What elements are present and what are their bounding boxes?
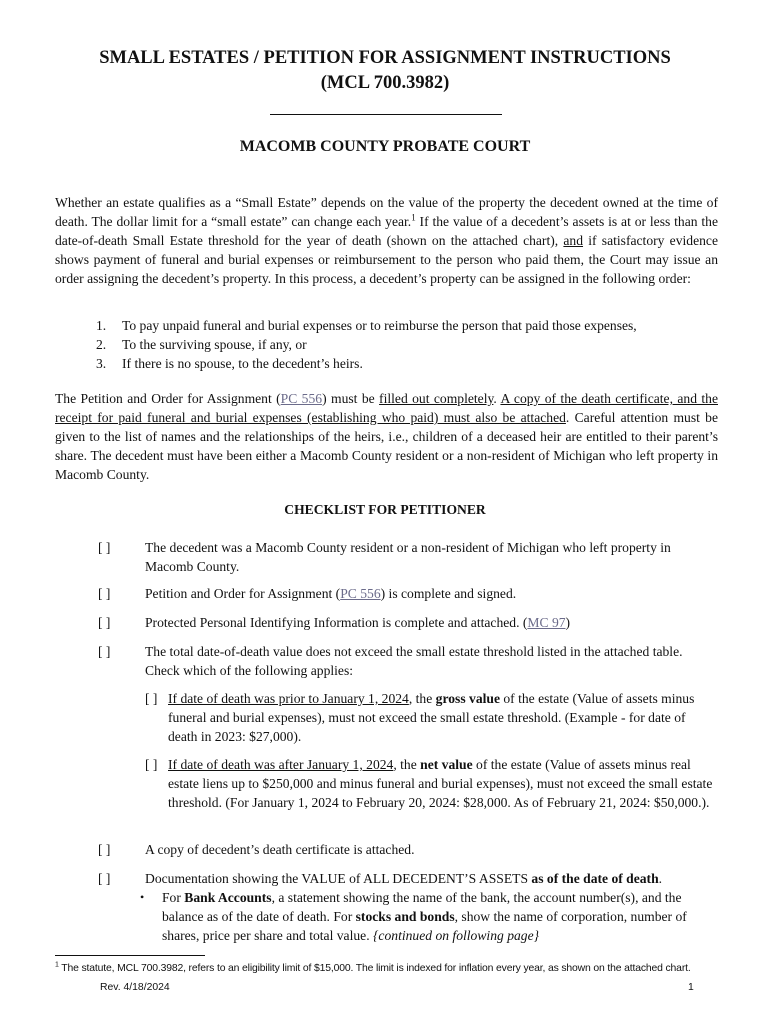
- intro-and: and: [563, 233, 584, 248]
- checklist-item-asset-documentation: [98, 869, 718, 888]
- list-number: 1.: [96, 318, 107, 333]
- document-title: [0, 46, 770, 96]
- checklist-text: [145, 584, 718, 603]
- intro-text-c: if satisfactory evidence shows payment of funeral and burial expenses or reimbursement to the person who paid them, the Court may issue an order assigning the decedent’s property. In this process, a decedent’s property can be assigned in the following order:: [55, 233, 718, 286]
- continued-note: {continued on following page}: [373, 928, 540, 943]
- checklist-item-death-certificate: [98, 840, 718, 859]
- footnote: [55, 962, 735, 976]
- checklist-text-a: Documentation showing the VALUE of ALL DECEDENT’S ASSETS: [145, 871, 532, 886]
- footnote-number: 1: [55, 961, 59, 969]
- list-text: If there is no spouse, to the decedent’s heirs.: [122, 356, 363, 371]
- option-bold: gross value: [435, 691, 500, 706]
- title-line-2: (MCL 700.3982): [320, 73, 450, 93]
- threshold-option-after-2024: [145, 755, 715, 812]
- footnote-divider: [55, 955, 205, 956]
- checkbox[interactable]: [ ]: [98, 644, 111, 659]
- petition-text-b: ) must be: [322, 391, 380, 406]
- checklist-text-c: .: [658, 871, 663, 886]
- option-text-a: , the: [408, 691, 436, 706]
- checkbox[interactable]: [ ]: [98, 842, 111, 857]
- threshold-option-before-2024: [145, 689, 715, 746]
- checklist-title: CHECKLIST FOR PETITIONER: [284, 502, 486, 517]
- checklist-text-bold: as of the date of death: [531, 871, 659, 886]
- checklist-text: [145, 869, 718, 888]
- petition-paragraph: [55, 389, 718, 484]
- bullet-text-e: , show the name of corporation, number of shares, price per share and total value.: [162, 909, 687, 943]
- intro-text-b: If the value of a decedent’s assets is at or less than the date-of-death Small Estate threshold for the year of death (shown on the attached chart),: [55, 214, 718, 248]
- bullet-bold-b: stocks and bonds: [355, 909, 455, 924]
- footnote-ref: 1: [411, 212, 416, 223]
- checkbox[interactable]: [ ]: [145, 757, 158, 772]
- court-name: MACOMB COUNTY PROBATE COURT: [239, 138, 531, 155]
- assignment-order-list: [96, 316, 716, 373]
- checklist-item-residency: [98, 538, 718, 576]
- checklist-text-a: Petition and Order for Assignment (: [145, 586, 341, 601]
- option-text-a: , the: [393, 757, 421, 772]
- checkbox[interactable]: [ ]: [145, 691, 158, 706]
- checklist-text: The decedent was a Macomb County resident or a non-resident of Michigan who left property in Macomb County.: [145, 540, 671, 574]
- title-divider: [270, 114, 502, 115]
- list-text: To pay unpaid funeral and burial expenses or to reimburse the person that paid those expenses,: [122, 318, 637, 333]
- list-number: 2.: [96, 337, 107, 352]
- attachment-requirement: A copy of the death certificate, and the receipt for paid funeral and burial expenses (establishing who paid) must also be attached: [55, 391, 718, 425]
- checklist-text: The total date-of-death value does not exceed the small estate threshold listed in the attached table. Check which of the following applies:: [145, 644, 683, 678]
- checkbox[interactable]: [ ]: [98, 615, 111, 630]
- checklist-text-b: ): [565, 615, 571, 630]
- list-item: [96, 335, 716, 354]
- option-text: [168, 755, 715, 812]
- footnote-text: The statute, MCL 700.3982, refers to an eligibility limit of $15,000. The limit is indexed for inflation every year, as shown on the attached chart.: [58, 963, 691, 974]
- checklist-text: A copy of decedent’s death certificate is attached.: [145, 842, 415, 857]
- bank-accounts-bullet: [140, 888, 718, 945]
- checklist-text: [145, 613, 718, 632]
- checklist-item-ppii: [98, 613, 718, 632]
- checkbox[interactable]: [ ]: [98, 586, 111, 601]
- list-number: 3.: [96, 356, 107, 371]
- petition-text-d: . Careful attention must be given to the list of names and the relationships of the heirs, i.e., children of a deceased heir are entitled to their parent’s share. The decedent must have been either a Macomb County resident or a non-resident of Michigan who left property in Macomb County.: [55, 410, 718, 482]
- filled-out-completely: filled out completely: [379, 391, 494, 406]
- page-number: 1: [688, 982, 694, 993]
- bullet-text-a: For: [162, 890, 185, 905]
- option-date: If date of death was prior to January 1, 2024: [168, 691, 409, 706]
- checkbox[interactable]: [ ]: [98, 540, 111, 555]
- petition-text-a: The Petition and Order for Assignment (: [55, 391, 281, 406]
- intro-paragraph: [55, 193, 718, 288]
- title-line-1: SMALL ESTATES / PETITION FOR ASSIGNMENT INSTRUCTIONS: [99, 48, 671, 68]
- petition-text-c: .: [493, 391, 501, 406]
- option-date: If date of death was after January 1, 2024: [168, 757, 394, 772]
- list-item: [96, 316, 716, 335]
- list-text: To the surviving spouse, if any, or: [122, 337, 307, 352]
- bullet-bold-a: Bank Accounts: [184, 890, 272, 905]
- bullet-text-c: , a statement showing the name of the bank, the account number(s), and the balance as of the date of death. For: [162, 890, 682, 924]
- option-bold: net value: [420, 757, 473, 772]
- checklist-text-a: Protected Personal Identifying Information is complete and attached. (: [145, 615, 528, 630]
- intro-text-a: Whether an estate qualifies as a “Small Estate” depends on the value of the property the decedent owned at the time of death. The dollar limit for a “small estate” can change each year.: [55, 195, 718, 229]
- pc556-link[interactable]: PC 556: [340, 586, 381, 601]
- checklist-item-threshold: [98, 642, 718, 680]
- list-item: [96, 354, 716, 373]
- mc97-link[interactable]: MC 97: [527, 615, 566, 630]
- checklist-item-petition: [98, 584, 718, 603]
- option-text-c: of the estate (Value of assets minus funeral and burial expenses), must not exceed the small estate threshold. (Example - for date of death in 2023: $27,000).: [168, 691, 695, 744]
- revision-date: Rev. 4/18/2024: [100, 982, 170, 993]
- option-text-c: of the estate (Value of assets minus real estate liens up to $250,000 and minus funeral and burial expenses), must not exceed the small estate threshold. (For January 1, 2024 to February 20, 2024: $28,000. As of February 21, 2024: $50,000.).: [168, 757, 713, 810]
- bullet-text: [162, 888, 718, 945]
- bullet-icon: •: [140, 890, 145, 904]
- checkbox[interactable]: [ ]: [98, 871, 111, 886]
- checklist-text-b: ) is complete and signed.: [380, 586, 517, 601]
- pc556-link[interactable]: PC 556: [280, 391, 323, 406]
- option-text: [168, 689, 715, 746]
